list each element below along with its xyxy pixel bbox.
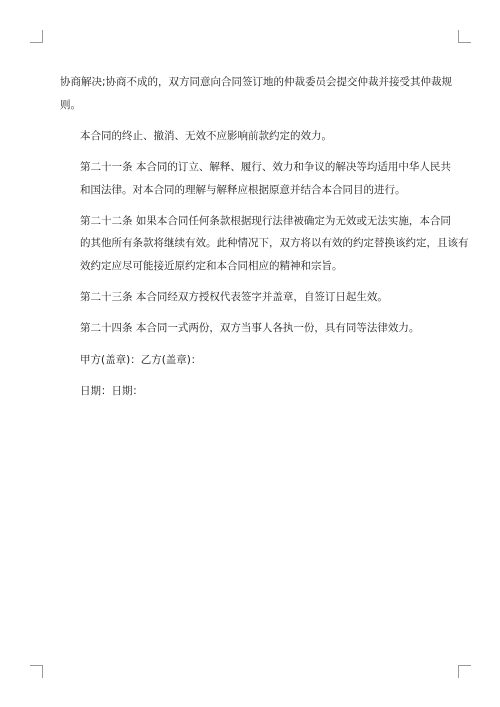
text-line: 甲方(盖章)：乙方(盖章)： [80,353,202,366]
text-line: 的其他所有条款将继续有效。此种情况下，双方将以有效的约定替换该约定，且该有 [80,237,469,250]
text-line: 本合同的终止、撤消、无效不应影响前款约定的效力。 [80,129,332,142]
text-line: 日期：日期： [80,384,143,397]
crop-mark-bottom-left [30,665,43,678]
text-line: 协商解决;协商不成的，双方同意向合同签订地的仲裁委员会提交仲裁并接受其仲裁规 [60,76,453,88]
article-22 [60,210,469,278]
crop-mark-bottom-right [458,665,471,678]
article-24 [60,317,440,340]
text-line: 第二十一条 本合同的订立、解释、履行、效力和争议的解决等均适用中华人民共 [80,160,451,173]
paragraph-arbitration [60,71,453,116]
article-21 [60,156,451,201]
article-23 [60,286,440,309]
signature-line [60,349,440,372]
paragraph-termination-effect [60,125,440,148]
crop-mark-top-right [458,30,471,43]
text-line: 第二十三条 本合同经双方授权代表签字并盖章，自签订日起生效。 [80,291,388,304]
text-line: 和国法律。对本合同的理解与解释应根据原意并结合本合同目的进行。 [80,183,406,196]
text-line: 则。 [60,98,81,111]
crop-mark-top-left [30,30,43,43]
date-line [60,380,440,403]
document-body [60,71,469,411]
text-line: 第二十四条 本合同一式两份，双方当事人各执一份，具有同等法律效力。 [80,322,420,335]
text-line: 效约定应尽可能接近原约定和本合同相应的精神和宗旨。 [80,259,343,272]
text-line: 第二十二条 如果本合同任何条款根据现行法律被确定为无效或无法实施，本合同 [80,214,451,227]
